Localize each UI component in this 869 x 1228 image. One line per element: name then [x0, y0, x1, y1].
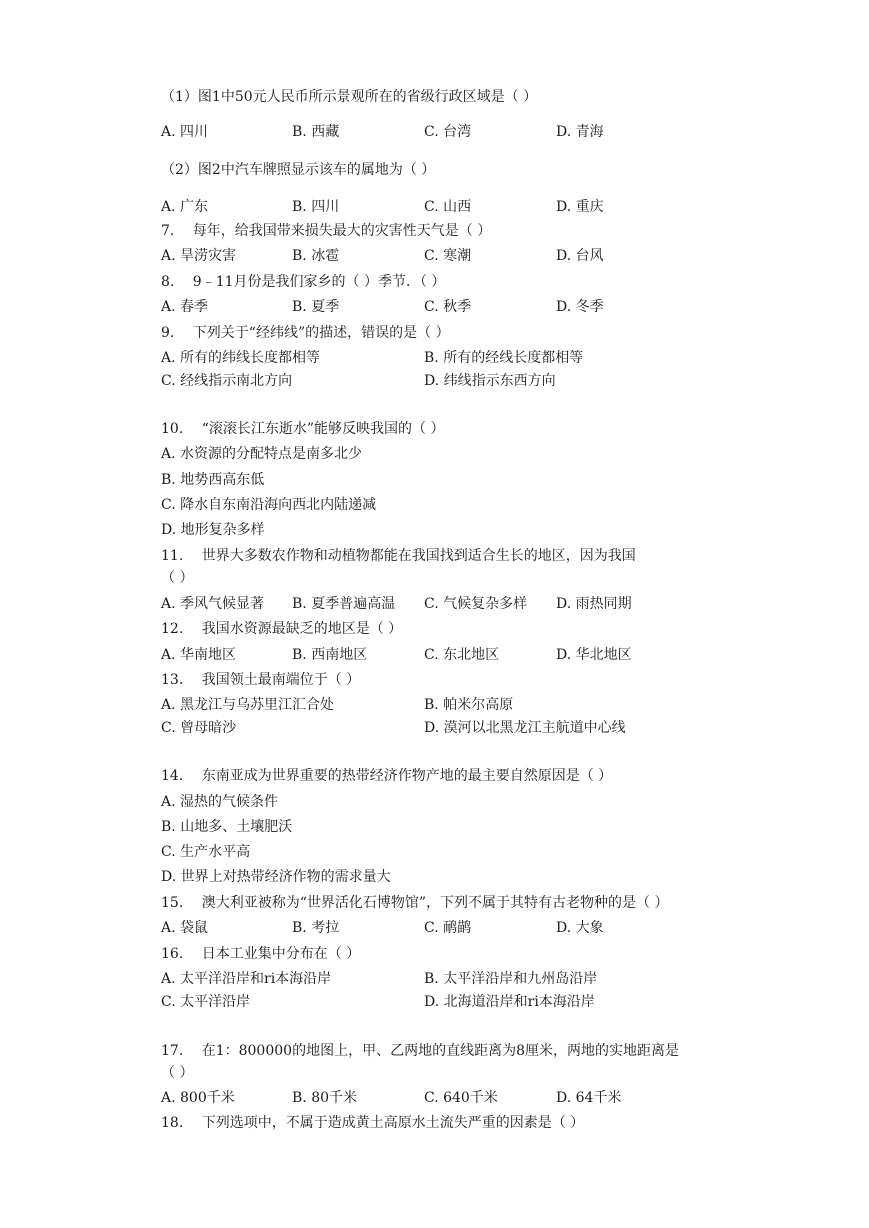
option-b[interactable]: B. 地势西高东低 [161, 472, 265, 488]
option-b[interactable]: B. 四川 [292, 199, 340, 215]
question-17-stem: 17. 在1：800000的地图上，甲、乙两地的直线距离为8厘米，两地的实地距离是 [161, 1043, 679, 1059]
option-c[interactable]: C. 台湾 [424, 124, 472, 140]
question-10-stem: 10. “滚滚长江东逝水”能够反映我国的（ ） [161, 421, 445, 437]
option-c[interactable]: C. 太平洋沿岸 [161, 994, 251, 1010]
option-a[interactable]: A. 季风气候显著 [161, 596, 265, 612]
option-d[interactable]: D. 大象 [556, 920, 604, 936]
question-11-answer-blank: （ ） [161, 570, 194, 586]
option-c[interactable]: C. 曾母暗沙 [161, 720, 237, 736]
option-b[interactable]: B. 西南地区 [292, 647, 368, 663]
option-b[interactable]: B. 夏季 [292, 299, 340, 315]
option-c[interactable]: C. 秋季 [424, 299, 472, 315]
question-9-stem: 9. 下列关于“经纬线”的描述，错误的是（ ） [161, 325, 450, 341]
option-d[interactable]: D. 北海道沿岸和ri本海沿岸 [424, 994, 595, 1010]
option-c[interactable]: C. 鸸鹋 [424, 920, 472, 936]
question-14-stem: 14. 东南亚成为世界重要的热带经济作物产地的最主要自然原因是（ ） [161, 768, 613, 784]
option-c[interactable]: C. 生产水平高 [161, 844, 251, 860]
option-c[interactable]: C. 山西 [424, 199, 472, 215]
option-b[interactable]: B. 夏季普遍高温 [292, 596, 396, 612]
option-c[interactable]: C. 经线指示南北方向 [161, 373, 293, 389]
option-a[interactable]: A. 华南地区 [161, 647, 237, 663]
option-b[interactable]: B. 帕米尔高原 [424, 697, 514, 713]
option-a[interactable]: A. 广东 [161, 199, 209, 215]
option-d[interactable]: D. 青海 [556, 124, 604, 140]
option-d[interactable]: D. 重庆 [556, 199, 604, 215]
option-b[interactable]: B. 冰雹 [292, 248, 340, 264]
option-b[interactable]: B. 太平洋沿岸和九州岛沿岸 [424, 971, 598, 987]
question-sub1-stem: （1）图1中50元人民币所示景观所在的省级行政区域是（ ） [161, 89, 538, 105]
question-15-stem: 15. 澳大利亚被称为“世界活化石博物馆”，下列不属于其特有古老物种的是（ ） [161, 895, 669, 911]
question-7-stem: 7. 每年，给我国带来损失最大的灾害性天气是（ ） [161, 223, 492, 239]
question-13-stem: 13. 我国领土最南端位于（ ） [161, 672, 361, 688]
option-a[interactable]: A. 水资源的分配特点是南多北少 [161, 446, 363, 462]
option-d[interactable]: D. 纬线指示东西方向 [424, 373, 556, 389]
question-11-stem: 11. 世界大多数农作物和动植物都能在我国找到适合生长的地区，因为我国 [161, 548, 636, 564]
question-sub2-stem: （2）图2中汽车牌照显示该车的属地为（ ） [161, 162, 436, 178]
option-d[interactable]: D. 64千米 [556, 1090, 622, 1106]
option-c[interactable]: C. 东北地区 [424, 647, 500, 663]
option-a[interactable]: A. 黑龙江与乌苏里江汇合处 [161, 697, 335, 713]
option-a[interactable]: A. 太平洋沿岸和ri本海沿岸 [161, 971, 332, 987]
option-d[interactable]: D. 冬季 [556, 299, 604, 315]
option-a[interactable]: A. 所有的纬线长度都相等 [161, 350, 321, 366]
question-12-stem: 12. 我国水资源最缺乏的地区是（ ） [161, 621, 403, 637]
question-17-answer-blank: （ ） [161, 1065, 194, 1081]
option-b[interactable]: B. 山地多、土壤肥沃 [161, 819, 293, 835]
option-b[interactable]: B. 所有的经线长度都相等 [424, 350, 584, 366]
question-18-stem: 18. 下列选项中，不属于造成黄土高原水土流失严重的因素是（ ） [161, 1115, 585, 1131]
option-d[interactable]: D. 台风 [556, 248, 604, 264]
question-16-stem: 16. 日本工业集中分布在（ ） [161, 946, 361, 962]
option-c[interactable]: C. 640千米 [424, 1090, 498, 1106]
option-a[interactable]: A. 800千米 [161, 1090, 235, 1106]
option-a[interactable]: A. 湿热的气候条件 [161, 794, 279, 810]
question-8-stem: 8. 9﹣11月份是我们家乡的（ ）季节．（ ） [161, 274, 446, 290]
option-b[interactable]: B. 西藏 [292, 124, 340, 140]
option-a[interactable]: A. 旱涝灾害 [161, 248, 237, 264]
option-d[interactable]: D. 华北地区 [556, 647, 632, 663]
option-d[interactable]: D. 漠河以北黑龙江主航道中心线 [424, 720, 626, 736]
option-b[interactable]: B. 80千米 [292, 1090, 358, 1106]
option-c[interactable]: C. 寒潮 [424, 248, 472, 264]
option-a[interactable]: A. 袋鼠 [161, 920, 209, 936]
option-c[interactable]: C. 降水自东南沿海向西北内陆递减 [161, 497, 377, 513]
option-b[interactable]: B. 考拉 [292, 920, 340, 936]
option-a[interactable]: A. 春季 [161, 299, 209, 315]
option-c[interactable]: C. 气候复杂多样 [424, 596, 528, 612]
option-a[interactable]: A. 四川 [161, 124, 209, 140]
option-d[interactable]: D. 地形复杂多样 [161, 522, 265, 538]
option-d[interactable]: D. 世界上对热带经济作物的需求量大 [161, 869, 391, 885]
option-d[interactable]: D. 雨热同期 [556, 596, 632, 612]
